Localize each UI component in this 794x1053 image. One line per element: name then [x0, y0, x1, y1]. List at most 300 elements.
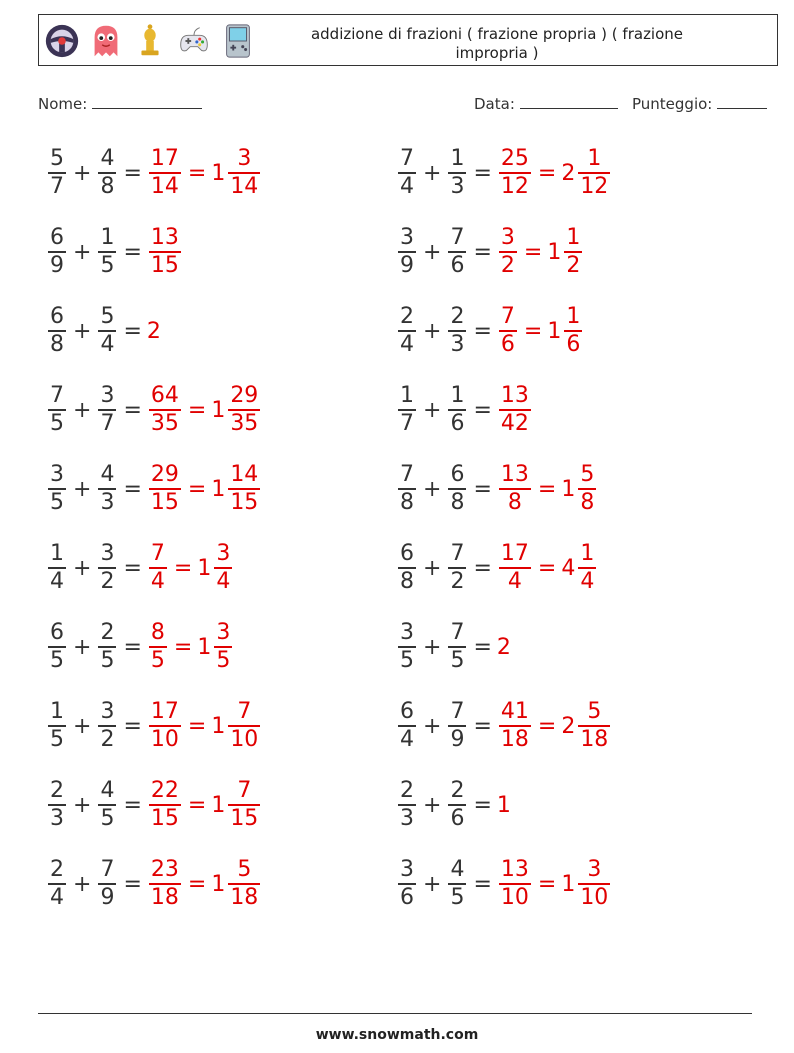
- numerator: 6: [50, 225, 64, 251]
- equals-sign: =: [123, 397, 142, 423]
- answer: [147, 541, 234, 595]
- equals-sign: =: [537, 160, 557, 186]
- denominator: 5: [50, 410, 64, 436]
- denominator: 5: [150, 647, 165, 673]
- problem-item: [46, 691, 262, 761]
- mixed-whole: 2: [561, 160, 576, 186]
- mixed-fraction: [228, 857, 260, 911]
- answer: [497, 857, 612, 911]
- denominator: 15: [150, 252, 179, 278]
- addend-fraction: [448, 462, 466, 516]
- addend-fraction: [448, 620, 466, 674]
- plus-sign: +: [423, 634, 442, 660]
- plus-sign: +: [423, 318, 442, 344]
- addend-fraction: [448, 383, 466, 437]
- answer: [497, 462, 598, 516]
- addend-fraction: [98, 778, 116, 832]
- mixed-whole: 1: [211, 871, 226, 897]
- answer-whole: 2: [496, 634, 511, 660]
- addend-fraction: [398, 146, 416, 200]
- numerator: 6: [400, 699, 414, 725]
- numerator: 3: [100, 383, 115, 409]
- plus-sign: +: [73, 713, 92, 739]
- numerator: 1: [450, 146, 465, 172]
- denominator: 5: [450, 647, 465, 673]
- equals-sign: =: [123, 318, 142, 344]
- denominator: 8: [100, 173, 115, 199]
- addend-fraction: [98, 699, 116, 753]
- addend-fraction: [48, 225, 66, 279]
- mixed-fraction: [578, 699, 610, 753]
- answer-fraction: [149, 857, 181, 911]
- denominator: 9: [50, 252, 64, 278]
- mixed-fraction: [578, 541, 596, 595]
- equals-sign: =: [473, 397, 492, 423]
- answer-fraction: [499, 304, 517, 358]
- footer-site: www.snowmath.com: [315, 1027, 479, 1043]
- plus-sign: +: [73, 634, 92, 660]
- numerator: 3: [587, 857, 602, 883]
- numerator: 7: [50, 383, 64, 409]
- addend-fraction: [398, 462, 416, 516]
- mixed-fraction: [564, 225, 582, 279]
- answer-fraction: [149, 225, 181, 279]
- numerator: 7: [400, 146, 414, 172]
- mixed-fraction: [578, 857, 610, 911]
- denominator: 5: [100, 647, 115, 673]
- denominator: 6: [500, 331, 515, 357]
- mixed-whole: 2: [561, 713, 576, 739]
- numerator: 6: [400, 541, 414, 567]
- equals-sign: =: [523, 318, 543, 344]
- denominator: 8: [50, 331, 64, 357]
- numerator: 3: [216, 620, 231, 646]
- equals-sign: =: [123, 792, 142, 818]
- problem-item: [396, 691, 612, 761]
- denominator: 15: [230, 805, 259, 831]
- denominator: 3: [400, 805, 414, 831]
- addend-fraction: [48, 383, 66, 437]
- denominator: 2: [450, 568, 465, 594]
- numerator: 22: [150, 778, 179, 804]
- addend-fraction: [98, 462, 116, 516]
- addend-fraction: [98, 857, 116, 911]
- denominator: 15: [150, 489, 179, 515]
- denominator: 18: [230, 884, 259, 910]
- addend-fraction: [398, 699, 416, 753]
- mixed-fraction: [214, 541, 232, 595]
- equals-sign: =: [187, 397, 207, 423]
- answer: [497, 304, 584, 358]
- numerator: 29: [230, 383, 259, 409]
- denominator: 14: [230, 173, 259, 199]
- addend-fraction: [98, 304, 116, 358]
- mixed-whole: 1: [211, 397, 226, 423]
- numerator: 17: [150, 699, 179, 725]
- denominator: 8: [450, 489, 465, 515]
- numerator: 3: [237, 146, 252, 172]
- denominator: 2: [100, 568, 115, 594]
- plus-sign: +: [423, 871, 442, 897]
- numerator: 1: [50, 699, 64, 725]
- date-label: Data:: [474, 95, 515, 113]
- numerator: 29: [150, 462, 179, 488]
- problem-item: [46, 612, 234, 682]
- numerator: 2: [400, 304, 414, 330]
- equals-sign: =: [173, 634, 193, 660]
- answer: [497, 699, 612, 753]
- denominator: 3: [100, 489, 115, 515]
- numerator: 17: [150, 146, 179, 172]
- mixed-whole: 1: [197, 634, 212, 660]
- denominator: 4: [216, 568, 231, 594]
- addend-fraction: [448, 699, 466, 753]
- problem-item: [396, 770, 511, 840]
- mixed-whole: 1: [561, 476, 576, 502]
- plus-sign: +: [423, 792, 442, 818]
- plus-sign: +: [73, 476, 92, 502]
- numerator: 7: [450, 699, 465, 725]
- mixed-fraction: [228, 462, 260, 516]
- answer-fraction: [499, 146, 531, 200]
- addend-fraction: [48, 778, 66, 832]
- equals-sign: =: [123, 713, 142, 739]
- numerator: 7: [450, 620, 465, 646]
- numerator: 5: [587, 699, 602, 725]
- numerator: 4: [100, 146, 115, 172]
- answer-fraction: [149, 699, 181, 753]
- addend-fraction: [48, 541, 66, 595]
- denominator: 4: [50, 568, 64, 594]
- numerator: 2: [100, 620, 115, 646]
- numerator: 6: [50, 620, 64, 646]
- addend-fraction: [398, 857, 416, 911]
- mixed-fraction: [228, 699, 260, 753]
- answer-whole: 1: [496, 792, 511, 818]
- plus-sign: +: [73, 318, 92, 344]
- denominator: 42: [500, 410, 529, 436]
- problem-item: [46, 849, 262, 919]
- denominator: 4: [507, 568, 522, 594]
- denominator: 2: [566, 252, 581, 278]
- worksheet-title: addizione di frazioni ( frazione propria ) ( frazione impropria ): [310, 25, 684, 62]
- denominator: 2: [500, 252, 515, 278]
- problem-item: [46, 454, 262, 524]
- addend-fraction: [48, 857, 66, 911]
- denominator: 4: [150, 568, 165, 594]
- denominator: 14: [150, 173, 179, 199]
- answer-fraction: [149, 146, 181, 200]
- answer-fraction: [499, 857, 531, 911]
- mixed-fraction: [228, 383, 260, 437]
- numerator: 13: [500, 857, 529, 883]
- addend-fraction: [398, 304, 416, 358]
- answer: [147, 146, 262, 200]
- equals-sign: =: [473, 871, 492, 897]
- addend-fraction: [48, 146, 66, 200]
- equals-sign: =: [523, 239, 543, 265]
- equals-sign: =: [123, 634, 142, 660]
- answer: [147, 778, 262, 832]
- denominator: 5: [50, 726, 64, 752]
- numerator: 5: [237, 857, 252, 883]
- answer-fraction: [499, 383, 531, 437]
- denominator: 5: [216, 647, 231, 673]
- numerator: 2: [50, 857, 64, 883]
- mixed-whole: 4: [561, 555, 576, 581]
- denominator: 7: [50, 173, 64, 199]
- denominator: 8: [580, 489, 595, 515]
- numerator: 3: [400, 857, 414, 883]
- numerator: 7: [400, 462, 414, 488]
- addend-fraction: [48, 620, 66, 674]
- denominator: 10: [580, 884, 609, 910]
- numerator: 1: [50, 541, 64, 567]
- equals-sign: =: [537, 713, 557, 739]
- mixed-fraction: [578, 146, 610, 200]
- equals-sign: =: [473, 318, 492, 344]
- addend-fraction: [98, 383, 116, 437]
- denominator: 4: [580, 568, 595, 594]
- denominator: 4: [50, 884, 64, 910]
- numerator: 5: [580, 462, 595, 488]
- denominator: 8: [400, 568, 414, 594]
- numerator: 1: [580, 541, 595, 567]
- score-label: Punteggio:: [632, 95, 713, 113]
- answer-fraction: [499, 541, 531, 595]
- numerator: 3: [400, 225, 414, 251]
- equals-sign: =: [473, 555, 492, 581]
- equals-sign: =: [537, 871, 557, 897]
- denominator: 5: [400, 647, 414, 673]
- denominator: 7: [100, 410, 115, 436]
- equals-sign: =: [473, 476, 492, 502]
- denominator: 4: [400, 726, 414, 752]
- denominator: 5: [100, 805, 115, 831]
- equals-sign: =: [537, 476, 557, 502]
- denominator: 6: [566, 331, 581, 357]
- numerator: 25: [500, 146, 529, 172]
- answer: [497, 225, 584, 279]
- plus-sign: +: [423, 239, 442, 265]
- mixed-whole: 1: [547, 318, 562, 344]
- answer-fraction: [149, 620, 167, 674]
- denominator: 3: [450, 173, 465, 199]
- equals-sign: =: [123, 555, 142, 581]
- denominator: 35: [230, 410, 259, 436]
- numerator: 4: [100, 778, 115, 804]
- answer: [497, 793, 511, 818]
- numerator: 1: [100, 225, 115, 251]
- addend-fraction: [98, 620, 116, 674]
- mixed-fraction: [214, 620, 232, 674]
- numerator: 2: [50, 778, 64, 804]
- mixed-whole: 1: [211, 160, 226, 186]
- answer: [497, 383, 533, 437]
- addend-fraction: [448, 146, 466, 200]
- mixed-whole: 1: [211, 792, 226, 818]
- addend-fraction: [48, 304, 66, 358]
- problem-item: [46, 375, 262, 445]
- plus-sign: +: [423, 397, 442, 423]
- answer-fraction: [499, 699, 531, 753]
- addend-fraction: [98, 541, 116, 595]
- equals-sign: =: [473, 160, 492, 186]
- plus-sign: +: [423, 555, 442, 581]
- numerator: 5: [50, 146, 64, 172]
- numerator: 6: [50, 304, 64, 330]
- answer-fraction: [149, 541, 167, 595]
- addend-fraction: [98, 146, 116, 200]
- plus-sign: +: [73, 397, 92, 423]
- problem-item: [46, 138, 262, 208]
- addend-fraction: [398, 225, 416, 279]
- numerator: 7: [450, 541, 465, 567]
- denominator: 35: [150, 410, 179, 436]
- answer-whole: 2: [146, 318, 161, 344]
- equals-sign: =: [123, 239, 142, 265]
- equals-sign: =: [123, 871, 142, 897]
- plus-sign: +: [73, 160, 92, 186]
- footer-divider: [38, 1013, 752, 1014]
- numerator: 3: [100, 541, 115, 567]
- answer: [147, 857, 262, 911]
- addend-fraction: [398, 383, 416, 437]
- mixed-fraction: [578, 462, 596, 516]
- mixed-fraction: [228, 778, 260, 832]
- equals-sign: =: [187, 792, 207, 818]
- addend-fraction: [398, 541, 416, 595]
- denominator: 9: [450, 726, 465, 752]
- numerator: 7: [500, 304, 515, 330]
- numerator: 3: [50, 462, 64, 488]
- denominator: 10: [150, 726, 179, 752]
- denominator: 6: [450, 805, 465, 831]
- mixed-fraction: [228, 146, 260, 200]
- answer-fraction: [149, 778, 181, 832]
- equals-sign: =: [473, 792, 492, 818]
- problem-item: [396, 375, 533, 445]
- plus-sign: +: [423, 160, 442, 186]
- equals-sign: =: [187, 476, 207, 502]
- denominator: 6: [450, 252, 465, 278]
- problem-item: [46, 533, 234, 603]
- numerator: 4: [100, 462, 115, 488]
- denominator: 5: [100, 252, 115, 278]
- denominator: 6: [400, 884, 414, 910]
- denominator: 4: [400, 173, 414, 199]
- numerator: 23: [150, 857, 179, 883]
- numerator: 2: [450, 778, 465, 804]
- denominator: 5: [50, 489, 64, 515]
- denominator: 6: [450, 410, 465, 436]
- answer: [497, 635, 511, 660]
- denominator: 12: [580, 173, 609, 199]
- numerator: 7: [150, 541, 165, 567]
- numerator: 7: [450, 225, 465, 251]
- problem-item: [396, 454, 598, 524]
- addend-fraction: [398, 778, 416, 832]
- addend-fraction: [448, 778, 466, 832]
- mixed-fraction: [564, 304, 582, 358]
- numerator: 3: [100, 699, 115, 725]
- numerator: 1: [566, 304, 581, 330]
- addend-fraction: [448, 857, 466, 911]
- problem-item: [46, 770, 262, 840]
- addend-fraction: [98, 225, 116, 279]
- denominator: 4: [400, 331, 414, 357]
- plus-sign: +: [423, 476, 442, 502]
- plus-sign: +: [73, 792, 92, 818]
- addend-fraction: [48, 699, 66, 753]
- denominator: 3: [450, 331, 465, 357]
- denominator: 8: [400, 489, 414, 515]
- numerator: 64: [150, 383, 179, 409]
- problem-item: [46, 217, 183, 287]
- answer: [147, 383, 262, 437]
- denominator: 2: [100, 726, 115, 752]
- denominator: 4: [100, 331, 115, 357]
- denominator: 15: [150, 805, 179, 831]
- denominator: 5: [50, 647, 64, 673]
- answer: [497, 541, 598, 595]
- numerator: 14: [230, 462, 259, 488]
- numerator: 13: [500, 462, 529, 488]
- denominator: 12: [500, 173, 529, 199]
- denominator: 3: [50, 805, 64, 831]
- numerator: 7: [100, 857, 115, 883]
- answer: [147, 620, 234, 674]
- numerator: 3: [216, 541, 231, 567]
- equals-sign: =: [187, 160, 207, 186]
- problem-item: [396, 296, 584, 366]
- numerator: 4: [450, 857, 465, 883]
- numerator: 3: [400, 620, 414, 646]
- numerator: 13: [150, 225, 179, 251]
- name-label: Nome:: [38, 95, 88, 113]
- denominator: 9: [400, 252, 414, 278]
- addend-fraction: [398, 620, 416, 674]
- numerator: 17: [500, 541, 529, 567]
- addend-fraction: [448, 304, 466, 358]
- denominator: 5: [450, 884, 465, 910]
- addend-fraction: [448, 541, 466, 595]
- equals-sign: =: [537, 555, 557, 581]
- denominator: 18: [500, 726, 529, 752]
- equals-sign: =: [123, 476, 142, 502]
- numerator: 41: [500, 699, 529, 725]
- numerator: 13: [500, 383, 529, 409]
- answer: [147, 225, 183, 279]
- addend-fraction: [48, 462, 66, 516]
- problem-item: [396, 612, 511, 682]
- numerator: 1: [566, 225, 581, 251]
- equals-sign: =: [173, 555, 193, 581]
- equals-sign: =: [187, 713, 207, 739]
- plus-sign: +: [73, 871, 92, 897]
- answer: [147, 699, 262, 753]
- numerator: 6: [450, 462, 465, 488]
- mixed-whole: 1: [211, 476, 226, 502]
- denominator: 10: [230, 726, 259, 752]
- numerator: 1: [400, 383, 414, 409]
- denominator: 18: [150, 884, 179, 910]
- denominator: 8: [507, 489, 522, 515]
- problem-item: [396, 533, 598, 603]
- problem-item: [46, 296, 161, 366]
- problem-item: [396, 217, 584, 287]
- mixed-whole: 1: [561, 871, 576, 897]
